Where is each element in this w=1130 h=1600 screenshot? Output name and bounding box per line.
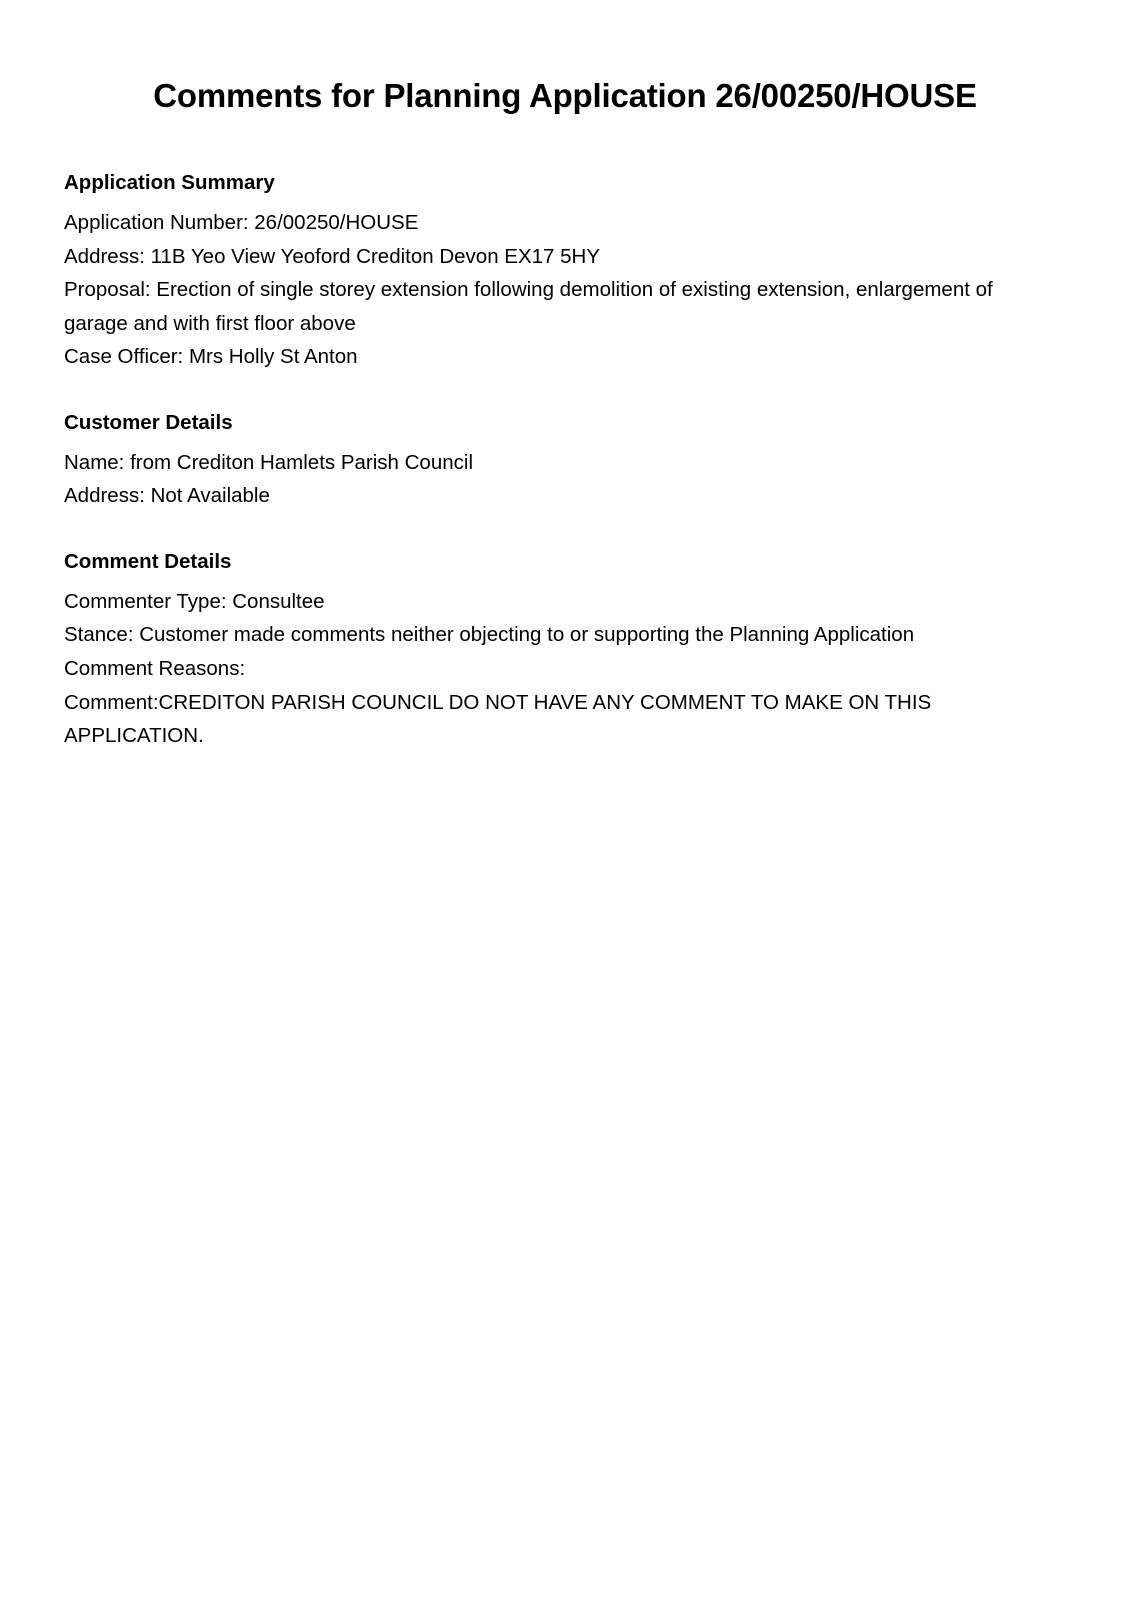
page-title: Comments for Planning Application 26/00250/HOUSE: [153, 77, 977, 114]
case-officer-line: Case Officer: Mrs Holly St Anton: [64, 345, 358, 369]
customer-address-line: Address: Not Available: [64, 484, 270, 508]
section-heading: Comment Details: [64, 550, 232, 574]
commenter-type-line: Commenter Type: Consultee: [64, 589, 325, 613]
customer-name-line: Name: from Crediton Hamlets Parish Council: [64, 450, 473, 474]
stance-line: Stance: Customer made comments neither objecting to or supporting the Planning Application: [64, 623, 915, 647]
section-customer-details: [64, 408, 1066, 513]
proposal-line: Proposal: Erection of single storey extension following demolition of existing extension, enlargement of garage and with first floor above: [64, 278, 993, 335]
section-heading: Customer Details: [64, 411, 233, 435]
section-heading: Application Summary: [64, 171, 275, 195]
section-application-summary: [64, 168, 1066, 374]
comment-reasons-line: Comment Reasons:: [64, 656, 246, 680]
application-number-line: Application Number: 26/00250/HOUSE: [64, 211, 419, 234]
comment-text-line: Comment:CREDITON PARISH COUNCIL DO NOT HAVE ANY COMMENT TO MAKE ON THIS APPLICATION.: [64, 690, 932, 748]
address-line: Address: 11B Yeo View Yeoford Crediton Devon EX17 5HY: [64, 244, 601, 268]
section-comment-details: [64, 547, 1066, 753]
